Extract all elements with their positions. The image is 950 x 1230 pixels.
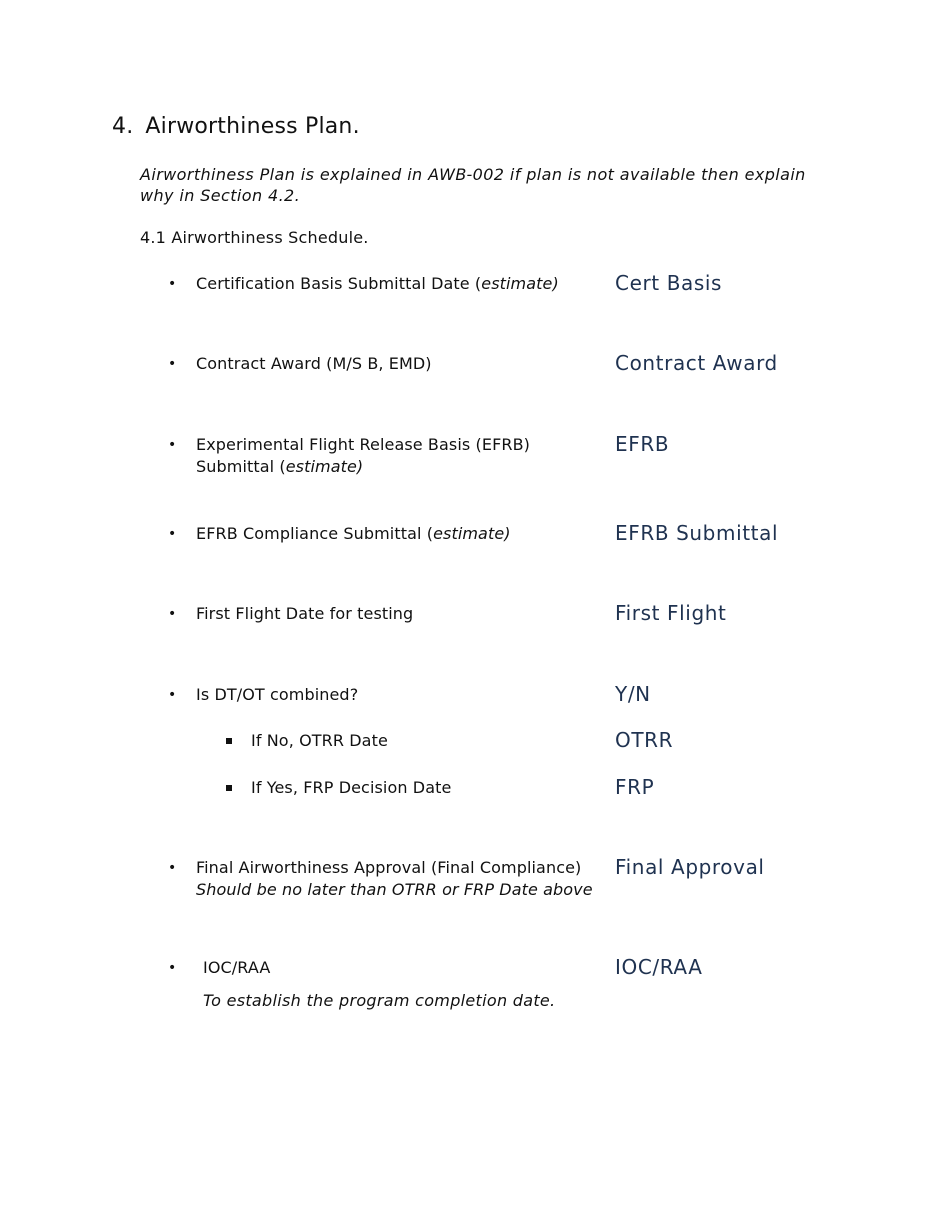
bullet-icon: • (168, 687, 177, 703)
ioc-raa-note: To establish the program completion date. (203, 991, 556, 1010)
square-bullet-icon (226, 785, 232, 791)
efrb-submittal-field[interactable]: EFRB Submittal (615, 521, 779, 545)
subsection-title: 4.1 Airworthiness Schedule. (140, 228, 369, 247)
bullet-icon: • (168, 860, 177, 876)
frp-field[interactable]: FRP (615, 775, 655, 799)
ioc-raa-label: IOC/RAA (203, 958, 271, 977)
otrr-field[interactable]: OTRR (615, 728, 674, 752)
dtot-yn-field[interactable]: Y/N (615, 682, 651, 706)
bullet-icon: • (168, 606, 177, 622)
section-heading (112, 114, 360, 139)
otrr-label: If No, OTRR Date (251, 731, 388, 750)
efrb-label: Experimental Flight Release Basis (EFRB) Submittal (estimate) (196, 435, 531, 476)
bullet-icon: • (168, 960, 177, 976)
bullet-icon: • (168, 276, 177, 292)
contract-award-label: Contract Award (M/S B, EMD) (196, 354, 432, 373)
square-bullet-icon (226, 738, 232, 744)
section-title: Airworthiness Plan. (145, 114, 360, 139)
intro-paragraph: Airworthiness Plan is explained in AWB-002 if plan is not available then explain why in Section 4.2. (140, 165, 806, 205)
efrb-compliance-label: EFRB Compliance Submittal (estimate) (196, 524, 511, 543)
ioc-raa-field[interactable]: IOC/RAA (615, 955, 703, 979)
efrb-field[interactable]: EFRB (615, 432, 670, 456)
bullet-icon: • (168, 356, 177, 372)
section-number: 4. (112, 114, 134, 139)
final-approval-field[interactable]: Final Approval (615, 855, 765, 879)
cert-basis-label: Certification Basis Submittal Date (estimate) (196, 274, 559, 293)
bullet-icon: • (168, 526, 177, 542)
first-flight-label: First Flight Date for testing (196, 604, 414, 623)
frp-label: If Yes, FRP Decision Date (251, 778, 452, 797)
bullet-icon: • (168, 437, 177, 453)
dtot-label: Is DT/OT combined? (196, 685, 359, 704)
cert-basis-field[interactable]: Cert Basis (615, 271, 723, 295)
contract-award-field[interactable]: Contract Award (615, 351, 778, 375)
first-flight-field[interactable]: First Flight (615, 601, 727, 625)
final-approval-label: Final Airworthiness Approval (Final Compliance) Should be no later than OTRR or FRP Date above (196, 858, 593, 899)
